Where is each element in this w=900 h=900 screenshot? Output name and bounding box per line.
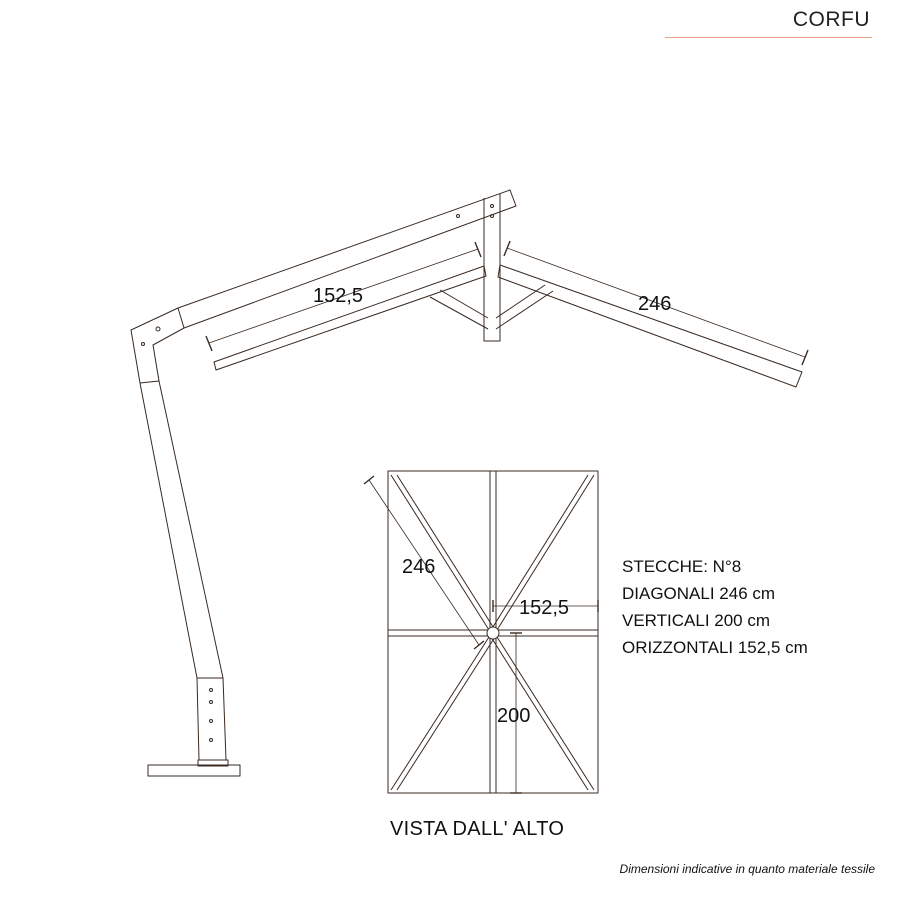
top-mast bbox=[484, 194, 500, 341]
base-plate bbox=[148, 765, 240, 776]
lower-post bbox=[197, 678, 226, 760]
right-strut bbox=[496, 285, 553, 329]
page-title: CORFU bbox=[792, 8, 870, 31]
arm-bolt bbox=[457, 215, 460, 218]
bolt-hole bbox=[210, 701, 213, 704]
left-strut bbox=[430, 290, 488, 329]
top-view-caption: VISTA DALL' ALTO bbox=[390, 818, 565, 840]
footer-note: Dimensioni indicative in quanto materiale tessile bbox=[619, 862, 875, 876]
hub bbox=[487, 627, 499, 639]
spec-item: STECCHE: N°8 bbox=[622, 557, 742, 576]
joint-bolt bbox=[142, 343, 145, 346]
specs-list bbox=[622, 553, 808, 661]
mast-bolt bbox=[491, 215, 494, 218]
label-top-horizontal: 152,5 bbox=[519, 597, 570, 619]
right-rib bbox=[498, 265, 802, 387]
bolt-hole bbox=[210, 689, 213, 692]
spec-item: DIAGONALI 246 cm bbox=[622, 584, 776, 603]
elbow-joint bbox=[131, 308, 184, 383]
bolt-hole bbox=[210, 739, 213, 742]
mast-bolt bbox=[491, 205, 494, 208]
label-top-vertical: 200 bbox=[497, 705, 531, 727]
label-side-diagonal: 246 bbox=[638, 293, 672, 315]
spec-item: ORIZZONTALI 152,5 cm bbox=[622, 638, 808, 657]
label-top-diagonal: 246 bbox=[402, 556, 436, 578]
upper-arm bbox=[178, 190, 516, 328]
top-view bbox=[364, 471, 598, 793]
left-rib bbox=[214, 266, 486, 370]
main-pole bbox=[140, 381, 223, 678]
joint-bolt bbox=[156, 327, 160, 331]
label-side-horizontal: 152,5 bbox=[313, 285, 364, 307]
spec-item: VERTICALI 200 cm bbox=[622, 611, 771, 630]
side-view bbox=[131, 190, 808, 776]
bolt-hole bbox=[210, 720, 213, 723]
